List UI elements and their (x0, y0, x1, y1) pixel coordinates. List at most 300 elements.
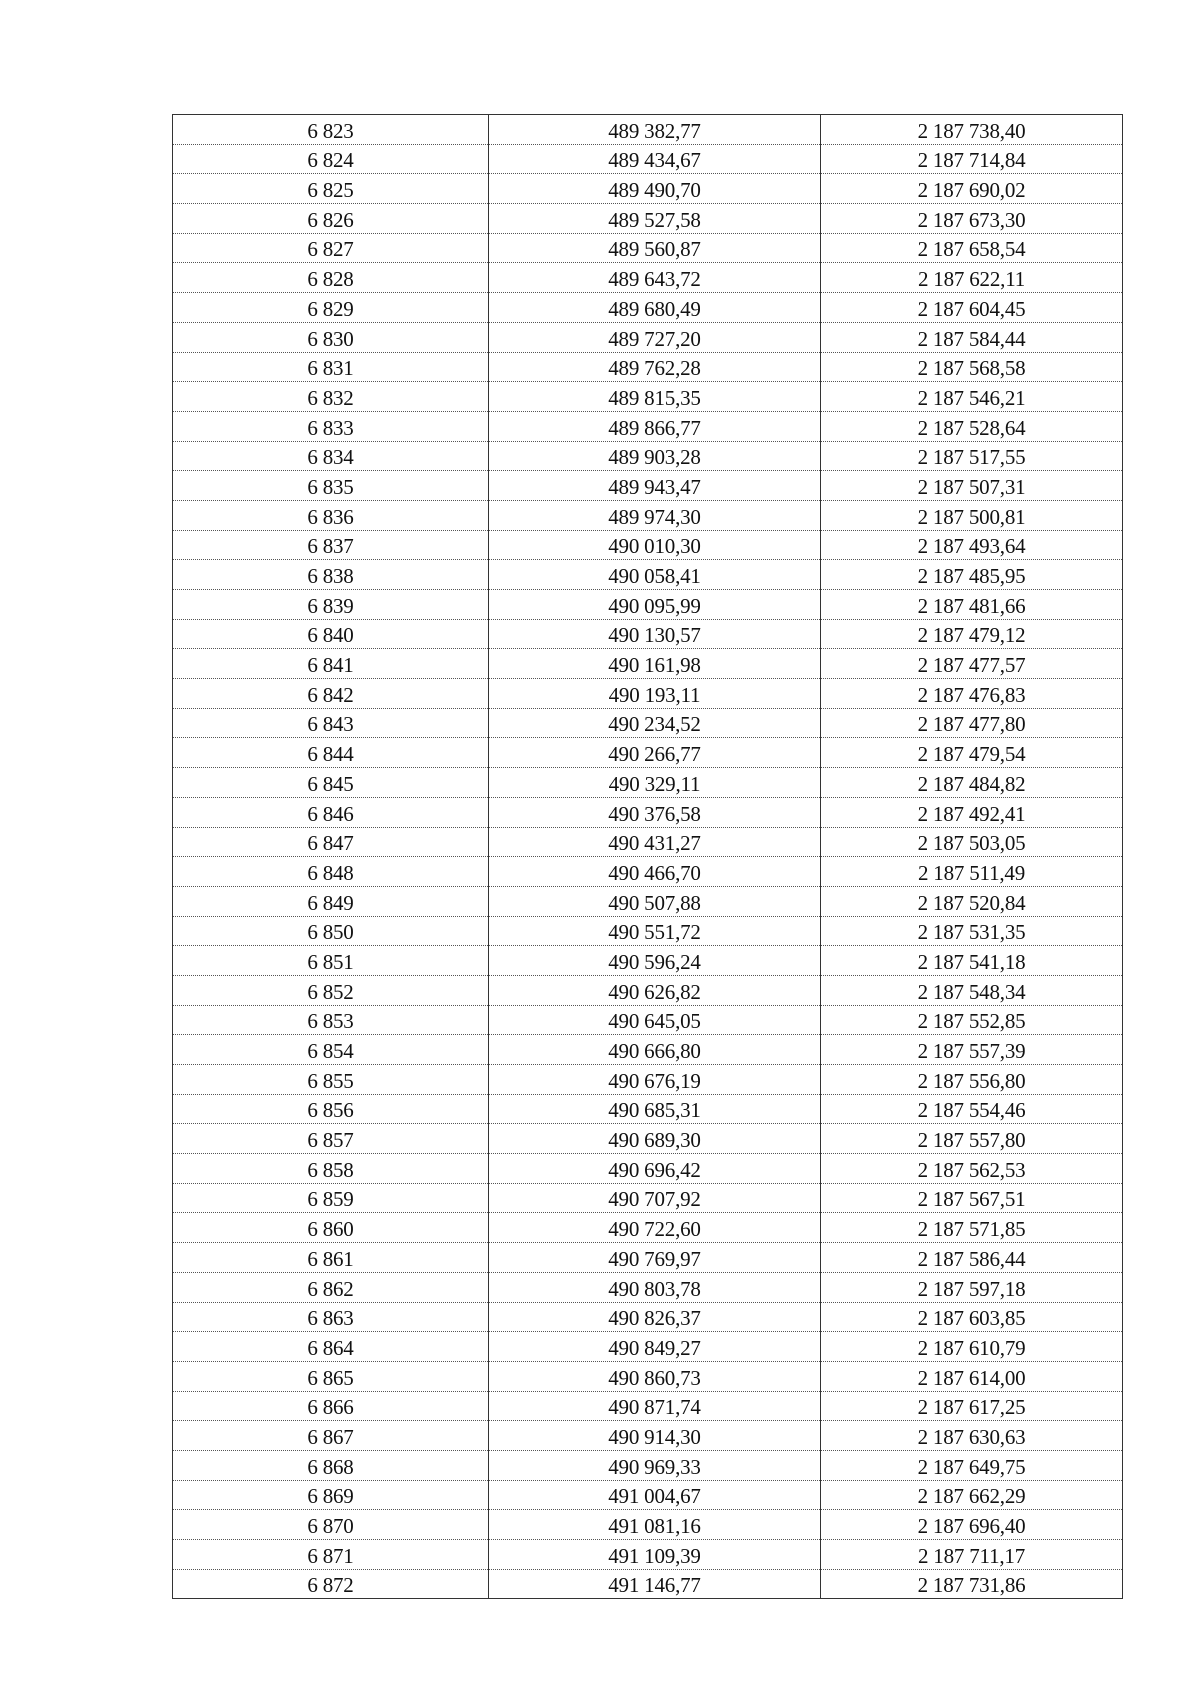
point-number-cell (173, 1065, 489, 1095)
cell-text: 490 914,30 (608, 1424, 701, 1449)
x-coordinate-cell (489, 1272, 821, 1302)
x-coordinate-cell (489, 352, 821, 382)
y-coordinate-cell (821, 233, 1123, 263)
cell-text: 6 851 (307, 949, 354, 974)
point-number-cell (173, 1302, 489, 1332)
cell-text: 490 871,74 (608, 1395, 701, 1420)
cell-text: 6 850 (307, 920, 354, 945)
table-row (173, 560, 1123, 590)
point-number-cell (173, 411, 489, 441)
cell-text: 6 828 (307, 267, 354, 292)
x-coordinate-cell (489, 768, 821, 798)
cell-text: 490 596,24 (608, 949, 701, 974)
point-number-cell (173, 115, 489, 145)
x-coordinate-cell (489, 144, 821, 174)
table-row (173, 263, 1123, 293)
cell-text: 2 187 507,31 (917, 474, 1026, 499)
point-number-cell (173, 471, 489, 501)
cell-text: 490 666,80 (608, 1039, 701, 1063)
cell-text: 489 815,35 (608, 385, 701, 410)
point-number-cell (173, 1124, 489, 1154)
x-coordinate-cell (489, 975, 821, 1005)
y-coordinate-cell (821, 1272, 1123, 1302)
cell-text: 490 826,37 (608, 1306, 701, 1331)
cell-text: 6 844 (307, 742, 354, 767)
point-number-cell (173, 1272, 489, 1302)
x-coordinate-cell (489, 1035, 821, 1065)
x-coordinate-cell (489, 946, 821, 976)
cell-text: 2 187 673,30 (917, 207, 1026, 232)
cell-text: 2 187 477,57 (917, 653, 1026, 678)
point-number-cell (173, 204, 489, 234)
table-row (173, 1065, 1123, 1095)
table-row (173, 530, 1123, 560)
x-coordinate-cell (489, 1332, 821, 1362)
table-row (173, 1154, 1123, 1184)
x-coordinate-cell (489, 293, 821, 323)
point-number-cell (173, 233, 489, 263)
point-number-cell (173, 500, 489, 530)
x-coordinate-cell (489, 471, 821, 501)
cell-text: 2 187 484,82 (917, 771, 1026, 796)
cell-text: 2 187 500,81 (917, 504, 1026, 529)
point-number-cell (173, 1213, 489, 1243)
cell-text: 2 187 485,95 (917, 564, 1026, 588)
y-coordinate-cell (821, 382, 1123, 412)
cell-text: 2 187 622,11 (917, 267, 1026, 292)
cell-text: 490 696,42 (608, 1157, 701, 1182)
cell-text: 2 187 617,25 (917, 1395, 1026, 1420)
point-number-cell (173, 560, 489, 590)
table-row (173, 1421, 1123, 1451)
cell-text: 2 187 492,41 (917, 801, 1026, 826)
cell-text: 6 869 (307, 1484, 354, 1509)
coordinates-table (172, 114, 1123, 1599)
point-number-cell (173, 1183, 489, 1213)
y-coordinate-cell (821, 1540, 1123, 1570)
cell-text: 2 187 567,51 (917, 1187, 1026, 1212)
y-coordinate-cell (821, 916, 1123, 946)
table-row (173, 471, 1123, 501)
cell-text: 6 857 (307, 1128, 354, 1153)
table-row (173, 1035, 1123, 1065)
point-number-cell (173, 827, 489, 857)
y-coordinate-cell (821, 975, 1123, 1005)
cell-text: 490 095,99 (608, 593, 701, 618)
cell-text: 2 187 541,18 (917, 949, 1026, 974)
y-coordinate-cell (821, 1480, 1123, 1510)
cell-text: 6 838 (307, 564, 354, 588)
point-number-cell (173, 1154, 489, 1184)
x-coordinate-cell (489, 1005, 821, 1035)
cell-text: 490 676,19 (608, 1068, 701, 1093)
x-coordinate-cell (489, 797, 821, 827)
table-row (173, 352, 1123, 382)
point-number-cell (173, 352, 489, 382)
cell-text: 490 010,30 (608, 534, 701, 559)
point-number-cell (173, 1005, 489, 1035)
cell-text: 490 626,82 (608, 979, 701, 1004)
y-coordinate-cell (821, 1450, 1123, 1480)
cell-text: 6 833 (307, 415, 354, 440)
y-coordinate-cell (821, 263, 1123, 293)
cell-text: 6 866 (307, 1395, 354, 1420)
y-coordinate-cell (821, 1569, 1123, 1599)
cell-text: 6 852 (307, 979, 354, 1004)
point-number-cell (173, 1391, 489, 1421)
cell-text: 489 727,20 (608, 326, 701, 351)
x-coordinate-cell (489, 322, 821, 352)
cell-text: 490 969,33 (608, 1454, 701, 1479)
y-coordinate-cell (821, 1391, 1123, 1421)
table-row (173, 649, 1123, 679)
table-row (173, 946, 1123, 976)
y-coordinate-cell (821, 738, 1123, 768)
cell-text: 490 130,57 (608, 623, 701, 648)
x-coordinate-cell (489, 115, 821, 145)
x-coordinate-cell (489, 1450, 821, 1480)
cell-text: 2 187 517,55 (917, 445, 1026, 470)
point-number-cell (173, 1540, 489, 1570)
y-coordinate-cell (821, 352, 1123, 382)
y-coordinate-cell (821, 1510, 1123, 1540)
y-coordinate-cell (821, 1124, 1123, 1154)
cell-text: 490 551,72 (608, 920, 701, 945)
cell-text: 491 146,77 (608, 1573, 701, 1598)
y-coordinate-cell (821, 500, 1123, 530)
cell-text: 2 187 630,63 (917, 1424, 1026, 1449)
cell-text: 2 187 503,05 (917, 831, 1026, 856)
y-coordinate-cell (821, 1243, 1123, 1273)
cell-text: 6 836 (307, 504, 354, 529)
y-coordinate-cell (821, 174, 1123, 204)
cell-text: 6 849 (307, 890, 354, 915)
table-row (173, 1243, 1123, 1273)
table-row (173, 1272, 1123, 1302)
cell-text: 490 161,98 (608, 653, 701, 678)
cell-text: 6 831 (307, 356, 354, 381)
cell-text: 2 187 481,66 (917, 593, 1026, 618)
cell-text: 490 707,92 (608, 1187, 701, 1212)
point-number-cell (173, 1480, 489, 1510)
cell-text: 6 841 (307, 653, 354, 678)
y-coordinate-cell (821, 946, 1123, 976)
cell-text: 2 187 711,17 (917, 1543, 1026, 1568)
y-coordinate-cell (821, 115, 1123, 145)
y-coordinate-cell (821, 857, 1123, 887)
cell-text: 489 680,49 (608, 296, 701, 321)
cell-text: 2 187 586,44 (917, 1246, 1026, 1271)
x-coordinate-cell (489, 827, 821, 857)
cell-text: 489 903,28 (608, 445, 701, 470)
point-number-cell (173, 1510, 489, 1540)
cell-text: 2 187 649,75 (917, 1454, 1026, 1479)
y-coordinate-cell (821, 441, 1123, 471)
cell-text: 2 187 562,53 (917, 1157, 1026, 1182)
cell-text: 489 866,77 (608, 415, 701, 440)
cell-text: 6 867 (307, 1424, 354, 1449)
point-number-cell (173, 768, 489, 798)
cell-text: 490 645,05 (608, 1009, 701, 1034)
x-coordinate-cell (489, 1065, 821, 1095)
table-row (173, 382, 1123, 412)
point-number-cell (173, 293, 489, 323)
cell-text: 489 974,30 (608, 504, 701, 529)
cell-text: 490 193,11 (608, 682, 701, 707)
y-coordinate-cell (821, 619, 1123, 649)
point-number-cell (173, 797, 489, 827)
cell-text: 2 187 554,46 (917, 1098, 1026, 1123)
cell-text: 6 837 (307, 534, 354, 559)
cell-text: 6 829 (307, 296, 354, 321)
cell-text: 6 870 (307, 1514, 354, 1538)
table-row (173, 1480, 1123, 1510)
cell-text: 6 848 (307, 860, 354, 885)
cell-text: 6 861 (307, 1246, 354, 1271)
cell-text: 6 830 (307, 326, 354, 351)
cell-text: 2 187 548,34 (917, 979, 1026, 1004)
y-coordinate-cell (821, 293, 1123, 323)
point-number-cell (173, 1035, 489, 1065)
table-row (173, 1540, 1123, 1570)
x-coordinate-cell (489, 1124, 821, 1154)
table-row (173, 916, 1123, 946)
cell-text: 2 187 571,85 (917, 1217, 1026, 1242)
table-row (173, 1005, 1123, 1035)
x-coordinate-cell (489, 886, 821, 916)
table-row (173, 679, 1123, 709)
table-row (173, 1332, 1123, 1362)
cell-text: 489 943,47 (608, 474, 701, 499)
y-coordinate-cell (821, 471, 1123, 501)
table-row (173, 886, 1123, 916)
table-row (173, 1569, 1123, 1599)
cell-text: 490 803,78 (608, 1276, 701, 1301)
cell-text: 2 187 597,18 (917, 1276, 1026, 1301)
cell-text: 2 187 714,84 (917, 148, 1026, 173)
table-row (173, 293, 1123, 323)
y-coordinate-cell (821, 708, 1123, 738)
cell-text: 6 856 (307, 1098, 354, 1123)
y-coordinate-cell (821, 649, 1123, 679)
cell-text: 2 187 584,44 (917, 326, 1026, 351)
cell-text: 6 862 (307, 1276, 354, 1301)
y-coordinate-cell (821, 1332, 1123, 1362)
y-coordinate-cell (821, 1065, 1123, 1095)
y-coordinate-cell (821, 144, 1123, 174)
y-coordinate-cell (821, 886, 1123, 916)
point-number-cell (173, 916, 489, 946)
cell-text: 6 842 (307, 682, 354, 707)
cell-text: 491 109,39 (608, 1543, 701, 1568)
coordinates-table-body (173, 115, 1123, 1599)
cell-text: 6 854 (307, 1039, 354, 1063)
table-row (173, 500, 1123, 530)
table-row (173, 619, 1123, 649)
y-coordinate-cell (821, 827, 1123, 857)
table-row (173, 1450, 1123, 1480)
x-coordinate-cell (489, 1183, 821, 1213)
point-number-cell (173, 679, 489, 709)
y-coordinate-cell (821, 1213, 1123, 1243)
cell-text: 6 827 (307, 237, 354, 262)
cell-text: 6 855 (307, 1068, 354, 1093)
table-row (173, 411, 1123, 441)
point-number-cell (173, 1243, 489, 1273)
cell-text: 490 376,58 (608, 801, 701, 826)
y-coordinate-cell (821, 560, 1123, 590)
cell-text: 6 860 (307, 1217, 354, 1242)
x-coordinate-cell (489, 382, 821, 412)
cell-text: 490 722,60 (608, 1217, 701, 1242)
point-number-cell (173, 1450, 489, 1480)
y-coordinate-cell (821, 530, 1123, 560)
cell-text: 490 266,77 (608, 742, 701, 767)
point-number-cell (173, 886, 489, 916)
point-number-cell (173, 1421, 489, 1451)
table-row (173, 857, 1123, 887)
cell-text: 490 466,70 (608, 860, 701, 885)
x-coordinate-cell (489, 1094, 821, 1124)
cell-text: 6 872 (307, 1573, 354, 1598)
cell-text: 2 187 738,40 (917, 118, 1026, 143)
cell-text: 6 865 (307, 1365, 354, 1390)
point-number-cell (173, 263, 489, 293)
x-coordinate-cell (489, 857, 821, 887)
x-coordinate-cell (489, 411, 821, 441)
y-coordinate-cell (821, 204, 1123, 234)
cell-text: 2 187 603,85 (917, 1306, 1026, 1331)
x-coordinate-cell (489, 708, 821, 738)
point-number-cell (173, 530, 489, 560)
cell-text: 2 187 479,12 (917, 623, 1026, 648)
x-coordinate-cell (489, 649, 821, 679)
x-coordinate-cell (489, 560, 821, 590)
x-coordinate-cell (489, 233, 821, 263)
cell-text: 489 434,67 (608, 148, 701, 173)
point-number-cell (173, 174, 489, 204)
cell-text: 2 187 610,79 (917, 1335, 1026, 1360)
cell-text: 6 843 (307, 712, 354, 737)
table-row (173, 144, 1123, 174)
y-coordinate-cell (821, 768, 1123, 798)
cell-text: 6 871 (307, 1543, 354, 1568)
point-number-cell (173, 1361, 489, 1391)
cell-text: 490 507,88 (608, 890, 701, 915)
cell-text: 490 769,97 (608, 1246, 701, 1271)
point-number-cell (173, 619, 489, 649)
y-coordinate-cell (821, 1094, 1123, 1124)
table-row (173, 115, 1123, 145)
cell-text: 490 849,27 (608, 1335, 701, 1360)
cell-text: 6 845 (307, 771, 354, 796)
cell-text: 489 643,72 (608, 267, 701, 292)
cell-text: 490 234,52 (608, 712, 701, 737)
cell-text: 2 187 568,58 (917, 356, 1026, 381)
table-row (173, 233, 1123, 263)
cell-text: 6 826 (307, 207, 354, 232)
y-coordinate-cell (821, 797, 1123, 827)
table-row (173, 441, 1123, 471)
x-coordinate-cell (489, 916, 821, 946)
cell-text: 2 187 696,40 (917, 1514, 1026, 1538)
x-coordinate-cell (489, 1213, 821, 1243)
cell-text: 6 823 (307, 118, 354, 143)
point-number-cell (173, 1094, 489, 1124)
x-coordinate-cell (489, 1243, 821, 1273)
table-row (173, 975, 1123, 1005)
cell-text: 2 187 614,00 (917, 1365, 1026, 1390)
cell-text: 491 004,67 (608, 1484, 701, 1509)
table-row (173, 1124, 1123, 1154)
x-coordinate-cell (489, 174, 821, 204)
x-coordinate-cell (489, 204, 821, 234)
cell-text: 2 187 731,86 (917, 1573, 1026, 1598)
point-number-cell (173, 975, 489, 1005)
cell-text: 489 762,28 (608, 356, 701, 381)
point-number-cell (173, 857, 489, 887)
x-coordinate-cell (489, 679, 821, 709)
point-number-cell (173, 946, 489, 976)
y-coordinate-cell (821, 679, 1123, 709)
x-coordinate-cell (489, 590, 821, 620)
cell-text: 2 187 658,54 (917, 237, 1026, 262)
x-coordinate-cell (489, 1421, 821, 1451)
cell-text: 6 834 (307, 445, 354, 470)
cell-text: 2 187 552,85 (917, 1009, 1026, 1034)
cell-text: 2 187 556,80 (917, 1068, 1026, 1093)
cell-text: 2 187 690,02 (917, 178, 1026, 203)
table-row (173, 738, 1123, 768)
table-row (173, 1510, 1123, 1540)
cell-text: 2 187 528,64 (917, 415, 1026, 440)
cell-text: 489 382,77 (608, 118, 701, 143)
table-row (173, 768, 1123, 798)
y-coordinate-cell (821, 1035, 1123, 1065)
cell-text: 6 839 (307, 593, 354, 618)
table-row (173, 174, 1123, 204)
point-number-cell (173, 1332, 489, 1362)
table-row (173, 1302, 1123, 1332)
table-row (173, 322, 1123, 352)
x-coordinate-cell (489, 1391, 821, 1421)
x-coordinate-cell (489, 1569, 821, 1599)
point-number-cell (173, 649, 489, 679)
cell-text: 6 840 (307, 623, 354, 648)
point-number-cell (173, 708, 489, 738)
y-coordinate-cell (821, 322, 1123, 352)
cell-text: 6 859 (307, 1187, 354, 1212)
cell-text: 6 847 (307, 831, 354, 856)
cell-text: 489 527,58 (608, 207, 701, 232)
cell-text: 2 187 546,21 (917, 385, 1026, 410)
x-coordinate-cell (489, 441, 821, 471)
table-row (173, 1391, 1123, 1421)
cell-text: 489 560,87 (608, 237, 701, 262)
cell-text: 2 187 557,80 (917, 1128, 1026, 1153)
cell-text: 2 187 511,49 (917, 860, 1026, 885)
table-row (173, 708, 1123, 738)
cell-text: 2 187 493,64 (917, 534, 1026, 559)
cell-text: 6 868 (307, 1454, 354, 1479)
cell-text: 2 187 477,80 (917, 712, 1026, 737)
y-coordinate-cell (821, 1302, 1123, 1332)
cell-text: 2 187 476,83 (917, 682, 1026, 707)
cell-text: 2 187 531,35 (917, 920, 1026, 945)
y-coordinate-cell (821, 1183, 1123, 1213)
x-coordinate-cell (489, 619, 821, 649)
cell-text: 2 187 557,39 (917, 1039, 1026, 1063)
